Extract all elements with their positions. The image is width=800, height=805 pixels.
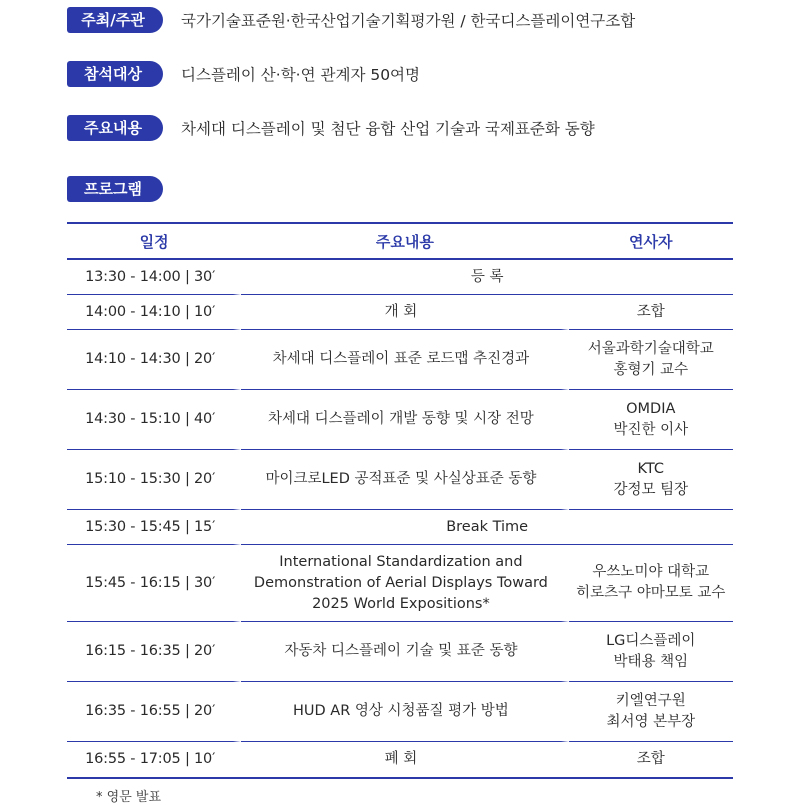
table-row bbox=[67, 682, 733, 742]
table-row bbox=[67, 330, 733, 390]
row-content bbox=[241, 545, 568, 622]
speaker-person: 히로츠구 야마모토 교수 bbox=[576, 585, 726, 601]
row-time: 16:35 - 16:55 | 20′ bbox=[67, 682, 241, 742]
content-line: International Standardization and bbox=[279, 553, 523, 570]
row-time: 14:00 - 14:10 | 10′ bbox=[67, 295, 241, 330]
row-speaker bbox=[569, 390, 733, 450]
header-content: 주요내용 bbox=[241, 224, 568, 260]
row-content: 등 록 bbox=[241, 260, 733, 295]
info-content bbox=[67, 115, 595, 141]
row-time: 15:10 - 15:30 | 20′ bbox=[67, 450, 241, 510]
row-time: 15:30 - 15:45 | 15′ bbox=[67, 510, 241, 545]
row-time: 16:55 - 17:05 | 10′ bbox=[67, 742, 241, 777]
footnote: * 영문 발표 bbox=[96, 790, 161, 805]
row-speaker bbox=[569, 450, 733, 510]
speaker-org: OMDIA bbox=[626, 400, 676, 417]
speaker-person: 강정모 팀장 bbox=[613, 481, 689, 498]
organizer-text: 국가기술표준원·한국산업기술기획평가원 / 한국디스플레이연구조합 bbox=[181, 12, 636, 30]
row-speaker bbox=[569, 545, 733, 622]
attendees-tag: 참석대상 bbox=[67, 61, 163, 87]
row-content: 차세대 디스플레이 개발 동향 및 시장 전망 bbox=[241, 390, 568, 450]
header-time: 일정 bbox=[67, 224, 241, 260]
row-content: 차세대 디스플레이 표준 로드맵 추진경과 bbox=[241, 330, 568, 390]
program-tag: 프로그램 bbox=[67, 176, 163, 202]
info-attendees bbox=[67, 61, 420, 87]
speaker-person: 홍형기 교수 bbox=[613, 361, 689, 378]
info-organizer bbox=[67, 7, 635, 33]
attendees-text: 디스플레이 산·학·연 관계자 50여명 bbox=[181, 66, 421, 84]
speaker-person: 최서영 본부장 bbox=[606, 713, 696, 730]
row-content: HUD AR 영상 시청품질 평가 방법 bbox=[241, 682, 568, 742]
row-time: 13:30 - 14:00 | 30′ bbox=[67, 260, 241, 295]
speaker-person: 박진한 이사 bbox=[613, 421, 689, 438]
row-speaker bbox=[569, 682, 733, 742]
content-tag: 주요내용 bbox=[67, 115, 163, 141]
row-content: 자동차 디스플레이 기술 및 표준 동향 bbox=[241, 622, 568, 682]
row-time: 15:45 - 16:15 | 30′ bbox=[67, 545, 241, 622]
speaker-org: LG디스플레이 bbox=[606, 632, 696, 649]
table-row bbox=[67, 260, 733, 295]
row-content: 폐 회 bbox=[241, 742, 568, 777]
info-program bbox=[67, 176, 163, 202]
table-row bbox=[67, 622, 733, 682]
speaker-line: 조합 bbox=[636, 751, 665, 767]
row-content: 개 회 bbox=[241, 295, 568, 330]
row-speaker bbox=[569, 622, 733, 682]
table-row bbox=[67, 390, 733, 450]
speaker-org: 서울과학기술대학교 bbox=[587, 340, 714, 357]
content-line: 2025 World Expositions* bbox=[312, 595, 490, 612]
table-row bbox=[67, 510, 733, 545]
header-speaker: 연사자 bbox=[569, 224, 733, 260]
organizer-tag: 주최/주관 bbox=[67, 7, 163, 33]
content-text: 차세대 디스플레이 및 첨단 융합 산업 기술과 국제표준화 동향 bbox=[181, 120, 595, 138]
row-time: 14:30 - 15:10 | 40′ bbox=[67, 390, 241, 450]
row-time: 14:10 - 14:30 | 20′ bbox=[67, 330, 241, 390]
table-row bbox=[67, 545, 733, 622]
speaker-org: KTC bbox=[637, 460, 665, 477]
table-row bbox=[67, 295, 733, 330]
row-speaker bbox=[569, 742, 733, 777]
speaker-org: 우쓰노미야 대학교 bbox=[592, 564, 710, 580]
table-row bbox=[67, 450, 733, 510]
row-time: 16:15 - 16:35 | 20′ bbox=[67, 622, 241, 682]
row-speaker bbox=[569, 330, 733, 390]
row-content: 마이크로LED 공적표준 및 사실상표준 동향 bbox=[241, 450, 568, 510]
speaker-line: 조합 bbox=[636, 303, 665, 320]
speaker-org: 키엘연구원 bbox=[615, 692, 686, 709]
row-content: Break Time bbox=[241, 510, 733, 545]
table-header-row bbox=[67, 224, 733, 260]
content-line: Demonstration of Aerial Displays Toward bbox=[253, 574, 548, 591]
speaker-person: 박태용 책임 bbox=[613, 653, 689, 670]
table-row bbox=[67, 742, 733, 777]
program-table bbox=[67, 222, 733, 779]
row-speaker bbox=[569, 295, 733, 330]
